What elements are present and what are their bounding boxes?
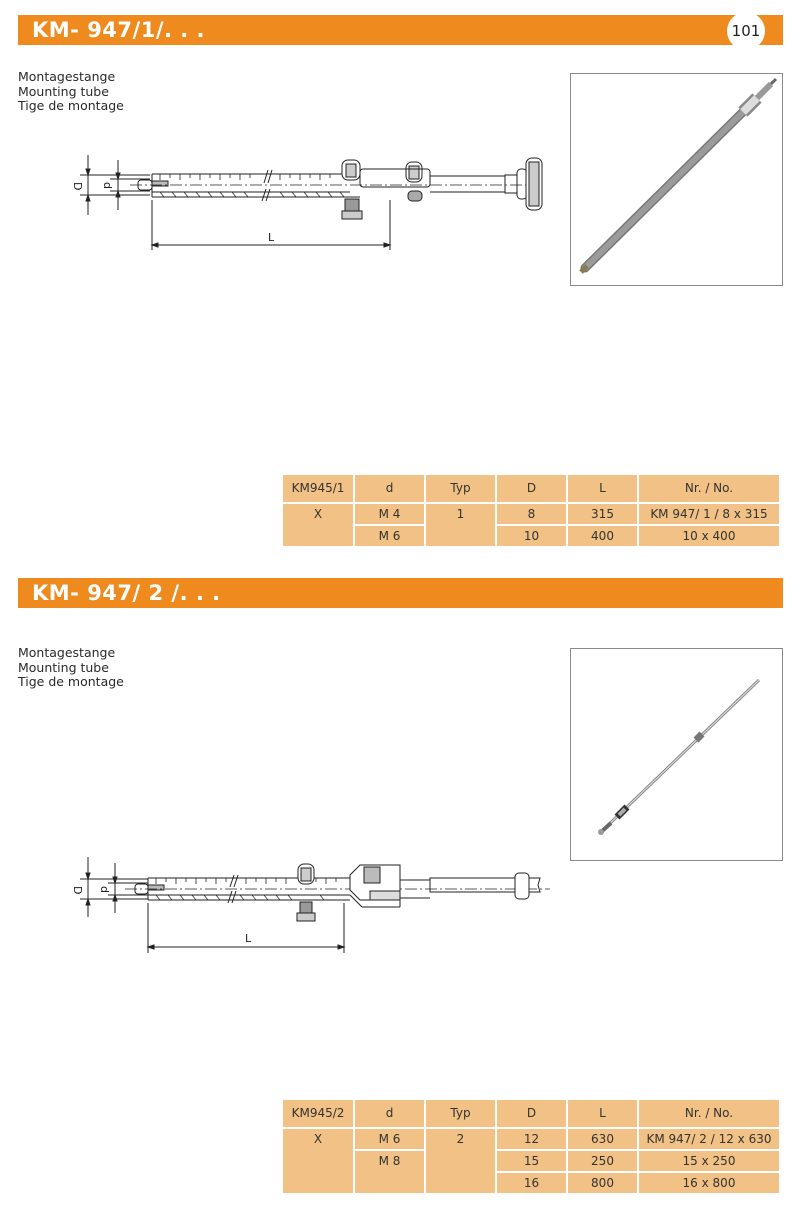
col-header-d: d [355,1100,424,1127]
col-header-d: d [355,475,424,502]
page-number-badge: 101 [727,12,765,50]
cell-L: 400 [568,526,637,546]
spec-table [281,473,781,548]
cell-nr: KM 947/ 1 / 8 x 315 [639,504,779,524]
col-header-nr: Nr. / No. [639,475,779,502]
section-title: KM- 947/ 2 /. . . [32,581,221,605]
label-L: L [268,231,275,244]
cell-nr: 15 x 250 [639,1151,779,1171]
table-header-row [283,1100,779,1127]
label-L: L [245,932,252,945]
description-de: Montagestange [18,645,116,660]
cell-thread: M 8 [355,1151,424,1193]
cell-km945: X [283,1129,353,1193]
cell-thread: M 6 [355,1129,424,1149]
col-header-D: D [497,1100,566,1127]
product-description [18,646,124,690]
cell-L: 800 [568,1173,637,1193]
col-header-nr: Nr. / No. [639,1100,779,1127]
description-fr: Tige de montage [18,98,124,113]
col-header-km945: KM945/2 [283,1100,353,1127]
description-en: Mounting tube [18,83,109,99]
cell-km945: X [283,504,353,546]
label-d: d [98,886,111,893]
col-header-km945: KM945/1 [283,475,353,502]
table-header-row [283,475,779,502]
mounting-tube-photo [571,74,782,285]
label-D: D [71,182,84,191]
col-header-typ: Typ [426,1100,495,1127]
col-header-L: L [568,475,637,502]
cell-typ: 2 [426,1129,495,1193]
cell-nr: 10 x 400 [639,526,779,546]
cell-D: 8 [497,504,566,524]
product-description [18,70,124,114]
cell-L: 250 [568,1151,637,1171]
cell-D: 12 [497,1129,566,1149]
label-D: D [71,886,84,895]
product-photo-frame [570,73,783,286]
cell-thread: M 4 [355,504,424,524]
technical-drawing [60,845,560,960]
table-row [283,1151,779,1171]
cell-thread: M 6 [355,526,424,546]
table-row [283,504,779,524]
cell-D: 15 [497,1151,566,1171]
section-title: KM- 947/1/. . . [32,18,206,42]
product-photo-frame [570,648,783,861]
cell-L: 630 [568,1129,637,1149]
cell-D: 16 [497,1173,566,1193]
col-header-L: L [568,1100,637,1127]
cell-typ: 1 [426,504,495,546]
technical-drawing [60,145,560,260]
cell-D: 10 [497,526,566,546]
description-de: Montagestange [18,69,116,84]
cell-nr: KM 947/ 2 / 12 x 630 [639,1129,779,1149]
cell-L: 315 [568,504,637,524]
table-row [283,526,779,546]
description-fr: Tige de montage [18,674,124,689]
description-en: Mounting tube [18,659,109,675]
col-header-D: D [497,475,566,502]
section-header-bar [18,578,783,608]
col-header-typ: Typ [426,475,495,502]
table-row [283,1129,779,1149]
cell-nr: 16 x 800 [639,1173,779,1193]
mounting-tube-photo [571,649,782,860]
spec-table [281,1098,781,1195]
section-header-bar [18,15,783,45]
label-d: d [101,182,114,189]
